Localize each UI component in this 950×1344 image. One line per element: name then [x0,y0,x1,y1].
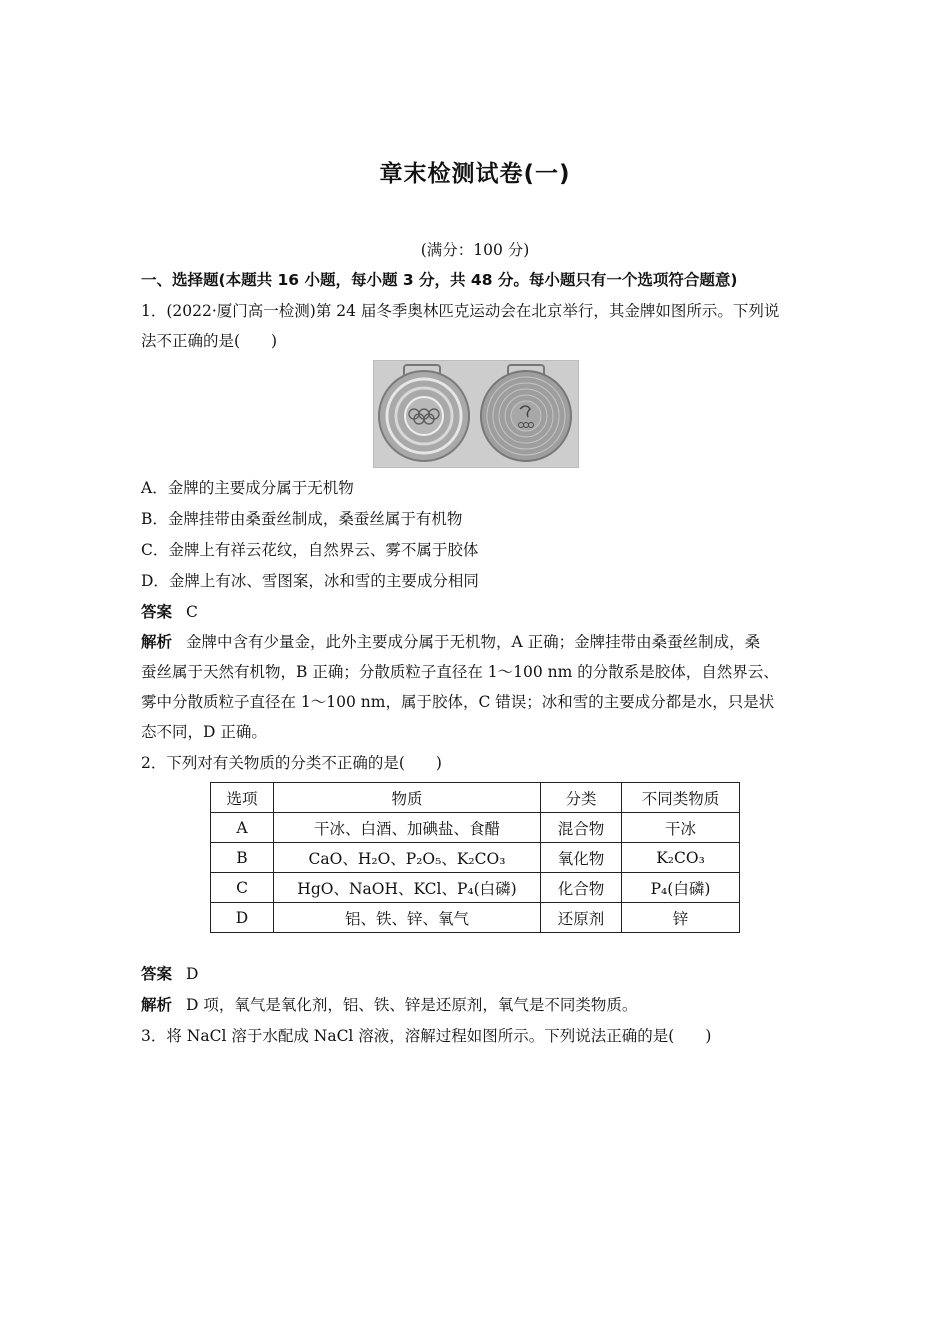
table-cell: 铝、铁、锌、氧气 [274,903,541,933]
table-header-cell: 不同类物质 [622,783,740,813]
q1-option-c: C．金牌上有祥云花纹，自然界云、雾不属于胶体 [141,541,479,559]
table-cell: C [211,873,274,903]
table-row [211,903,740,933]
table-cell: 化合物 [541,873,622,903]
q1-answer [141,602,811,622]
classification-table [210,782,740,933]
q3-stem: 3．将 NaCl 溶于水配成 NaCl 溶液，溶解过程如图所示。下列说法正确的是( ) [141,1027,712,1045]
answer-value: C [186,603,198,621]
table-cell: CaO、H₂O、P₂O₅、K₂CO₃ [274,843,541,873]
table-cell: 还原剂 [541,903,622,933]
medal-illustration [374,361,578,467]
table-cell: 干冰、白酒、加碘盐、食醋 [274,813,541,843]
q1-stem-line1: 1．(2022·厦门高一检测)第 24 届冬季奥林匹克运动会在北京举行，其金牌如图所示。下列说 [141,302,780,320]
answer-label: 答案 [141,603,173,621]
q2-stem: 2．下列对有关物质的分类不正确的是( ) [141,754,442,772]
answer-label: 答案 [141,965,173,983]
table-cell: D [211,903,274,933]
table-cell: 氧化物 [541,843,622,873]
table-header-cell: 分类 [541,783,622,813]
q1-analysis-line3: 雾中分散质粒子直径在 1～100 nm，属于胶体，C 错误；冰和雪的主要成分都是水，只是状 [141,693,775,711]
q2-answer [141,964,811,984]
table-header-row [211,783,740,813]
table-cell: K₂CO₃ [622,843,740,873]
q1-analysis-line4: 态不同，D 正确。 [141,723,267,741]
table-cell: 混合物 [541,813,622,843]
table-cell: P₄(白磷) [622,873,740,903]
gold-medal-image [373,360,579,468]
analysis-text: 金牌中含有少量金，此外主要成分属于无机物，A 正确；金牌挂带由桑蚕丝制成，桑 [186,633,761,651]
table-header-cell: 物质 [274,783,541,813]
table-row [211,813,740,843]
q1-option-b: B．金牌挂带由桑蚕丝制成，桑蚕丝属于有机物 [141,510,463,528]
table-cell: 干冰 [622,813,740,843]
q1-analysis-line1 [141,632,811,652]
q2-analysis [141,995,811,1015]
table-cell: A [211,813,274,843]
table-header-cell: 选项 [211,783,274,813]
table-cell: 锌 [622,903,740,933]
table-row [211,873,740,903]
q1-analysis-line2: 蚕丝属于天然有机物，B 正确；分散质粒子直径在 1～100 nm 的分散系是胶体，自然界云、 [141,663,779,681]
analysis-label: 解析 [141,633,173,651]
analysis-label: 解析 [141,996,173,1014]
table-row [211,843,740,873]
answer-value: D [186,965,199,983]
table-cell: B [211,843,274,873]
q1-option-a: A．金牌的主要成分属于无机物 [141,479,354,497]
table-cell: HgO、NaOH、KCl、P₄(白磷) [274,873,541,903]
analysis-text: D 项，氧气是氧化剂，铝、铁、锌是还原剂，氧气是不同类物质。 [186,996,638,1014]
q1-stem-line2: 法不正确的是( ) [141,332,278,350]
q1-option-d: D．金牌上有冰、雪图案，冰和雪的主要成分相同 [141,572,479,590]
full-score: (满分：100 分) [420,241,530,259]
section-heading: 一、选择题(本题共 16 小题，每小题 3 分，共 48 分。每小题只有一个选项符合题意) [141,271,738,289]
page-title: 章末检测试卷(一) [379,161,571,187]
